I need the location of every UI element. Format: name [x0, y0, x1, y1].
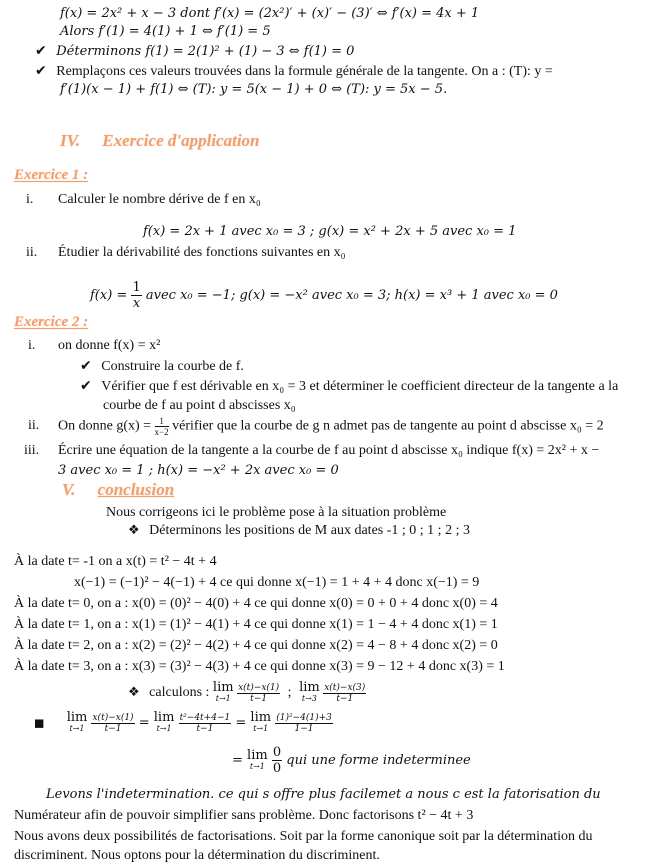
fraction-numerator: 1: [132, 280, 141, 295]
formula-part: f(x) =: [90, 288, 128, 303]
item-text: Construire la courbe de f.: [101, 359, 244, 374]
exercise-title: Exercice 2 :: [14, 314, 89, 330]
date-line: À la date t= 1, on a : x(1) = (1)² − 4(1) + 4 ce qui donne x(1) = 1 − 4 + 4 donc x(1) = 1: [14, 617, 498, 632]
limits-line: [128, 682, 366, 704]
item-text: Vérifier que f est dérivable en x₀ = 3 et déterminer le coefficient directeur de la tangente a la: [101, 379, 619, 394]
indeterminate-text: qui une forme indeterminee: [286, 753, 471, 768]
check-icon: ✔: [35, 63, 47, 79]
paragraph: Numérateur afin de pouvoir simplifier sans problème. Donc factorisons t² − 4t + 3: [14, 808, 474, 823]
fraction-denominator: t−1: [250, 693, 268, 704]
square-bullet-icon: ■: [34, 716, 45, 730]
item-text: Déterminons f(1) = 2(1)² + (1) − 3 ⇔ f(1) = 0: [56, 44, 355, 59]
limits-label: calculons :: [149, 685, 210, 701]
paragraph: discriminent. Nous optons pour la détermination du discriminent.: [14, 848, 380, 863]
exercise-instruction: Étudier la dérivabilité des fonctions suivantes en x₀: [58, 245, 346, 260]
section-heading: [62, 480, 174, 500]
fraction-denominator: t−1: [196, 723, 214, 734]
formula-part: avec x₀ = −1; g(x) = −x² avec x₀ = 3; h(x) = x³ + 1 avec x₀ = 0: [145, 288, 558, 303]
fraction: [323, 683, 366, 704]
limit-subscript: t→1: [215, 694, 231, 703]
section-title: conclusion: [97, 480, 175, 499]
fraction-numerator: 1: [155, 416, 169, 427]
limit-operator: [213, 682, 234, 704]
limit-subscript: t→1: [69, 724, 85, 733]
instruction-part: vérifier que la courbe de g n admet pas de tangente au point d abscisse x₀ = 2: [172, 418, 604, 434]
limit-word: lim: [250, 710, 272, 725]
limit-subscript: t→1: [249, 761, 265, 771]
bullet-item: [80, 356, 244, 377]
fraction: [91, 713, 134, 734]
exercise-instruction: [58, 416, 604, 437]
list-number: ii.: [26, 245, 38, 260]
fraction: [237, 683, 280, 704]
tangent-equation: f′(1)(x − 1) + f(1) ⇔ (T): y = 5(x − 1) + 0 ⇔ (T): y = 5x − 5.: [60, 82, 448, 97]
fraction-denominator: 1−1: [294, 723, 314, 734]
fraction-denominator: x: [132, 296, 141, 311]
list-number: i.: [28, 338, 36, 353]
equals: =: [235, 715, 247, 731]
exercise-formula: [90, 280, 558, 311]
fraction-numerator: x(t)−x(1): [92, 712, 134, 723]
item-text-continued: courbe de f au point d abscisses x₀: [103, 398, 296, 413]
date-line: À la date t= 3, on a : x(3) = (3)² − 4(3) + 4 ce qui donne x(3) = 9 − 12 + 4 donc x(3) = 1: [14, 659, 505, 674]
fraction-denominator: 0: [272, 761, 282, 776]
fraction-denominator: t−1: [336, 693, 354, 704]
fraction-denominator: x−2: [154, 427, 169, 437]
item-text: Déterminons les positions de M aux dates -1 ; 0 ; 1 ; 2 ; 3: [149, 523, 470, 538]
bullet-item: [35, 61, 553, 82]
diamond-bullet-icon: ❖: [128, 523, 140, 538]
section-title: Exercice d'application: [102, 131, 260, 150]
fraction-numerator: t²−4t+4−1: [179, 712, 231, 723]
limit-operator: [299, 682, 320, 704]
bullet-item: [80, 376, 618, 397]
fraction: [155, 416, 169, 437]
exercise-instruction: Écrire une équation de la tangente a la courbe de f au point d abscisse x₀ indique f(x) = 2x² + x −: [58, 443, 600, 458]
limit-operator: [67, 712, 88, 734]
date-line: À la date t= 2, on a : x(2) = (2)² − 4(2) + 4 ce qui donne x(2) = 4 − 8 + 4 donc x(2) = 0: [14, 638, 498, 653]
indeterminate-form: [232, 745, 471, 776]
exercise-formula: f(x) = 2x + 1 avec x₀ = 3 ; g(x) = x² + 2x + 5 avec x₀ = 1: [143, 224, 517, 239]
derivative-line: f(x) = 2x² + x − 3 dont f′(x) = (2x²)′ + (x)′ − (3)′ ⇔ f′(x) = 4x + 1: [60, 6, 480, 21]
section-number: IV.: [60, 131, 81, 150]
list-number: iii.: [24, 443, 40, 458]
fraction-numerator: (1)²−4(1)+3: [276, 712, 332, 723]
section-number: V.: [62, 480, 76, 499]
fraction-denominator: t−1: [104, 723, 122, 734]
paragraph: Nous avons deux possibilités de factorisations. Soit par la forme canonique soit par la détermination du: [14, 829, 593, 844]
paragraph: Nous corrigeons ici le problème pose à la situation problème: [106, 505, 447, 520]
limit-subscript: t→1: [253, 724, 269, 733]
diamond-bullet-icon: ❖: [128, 685, 140, 701]
instruction-part: On donne g(x) =: [58, 418, 152, 434]
paragraph: Levons l'indetermination. ce qui s offre plus facilemet a nous c est la fatorisation du: [46, 787, 601, 802]
date-line: x(−1) = (−1)² − 4(−1) + 4 ce qui donne x(−1) = 1 + 4 + 4 donc x(−1) = 9: [74, 575, 480, 590]
limit-word: lim: [212, 680, 234, 695]
exercise-instruction-continued: 3 avec x₀ = 1 ; h(x) = −x² + 2x avec x₀ = 0: [58, 463, 339, 478]
limit-word: lim: [299, 680, 320, 695]
fraction: [272, 745, 282, 776]
equals: =: [232, 753, 243, 768]
fraction-numerator: x(t)−x(1): [238, 682, 280, 693]
section-heading: [60, 131, 260, 151]
limit-chain: [34, 712, 333, 734]
fraction: [275, 713, 333, 734]
fraction-numerator: 0: [272, 745, 282, 760]
limit-operator: [247, 747, 268, 772]
check-icon: ✔: [80, 378, 92, 394]
exercise-instruction: Calculer le nombre dérive de f en x₀: [58, 192, 261, 207]
limit-word: lim: [153, 710, 175, 725]
list-number: i.: [26, 192, 34, 207]
list-number: ii.: [28, 418, 40, 433]
exercise-title: Exercice 1 :: [14, 167, 89, 183]
equals: =: [138, 715, 150, 731]
limit-word: lim: [66, 710, 88, 725]
limit-operator: [250, 712, 271, 734]
bullet-item: [35, 41, 354, 62]
limit-word: lim: [247, 747, 268, 763]
item-text: Remplaçons ces valeurs trouvées dans la formule générale de la tangente. On a : (T): y =: [56, 64, 553, 79]
date-line: À la date t= 0, on a : x(0) = (0)² − 4(0) + 4 ce qui donne x(0) = 0 + 0 + 4 donc x(0) = 4: [14, 596, 498, 611]
limit-subscript: t→1: [156, 724, 172, 733]
separator: ;: [287, 685, 292, 701]
limit-operator: [154, 712, 175, 734]
check-icon: ✔: [80, 358, 92, 374]
derivative-value-line: Alors f′(1) = 4(1) + 1 ⇔ f′(1) = 5: [60, 24, 271, 39]
bullet-item: [128, 521, 470, 541]
fraction-numerator: x(t)−x(3): [324, 682, 366, 693]
fraction: [179, 713, 232, 734]
fraction: [131, 280, 141, 311]
check-icon: ✔: [35, 43, 47, 59]
date-line: À la date t= -1 on a x(t) = t² − 4t + 4: [14, 554, 217, 569]
exercise-instruction: on donne f(x) = x²: [58, 338, 161, 353]
limit-subscript: t→3: [301, 694, 317, 703]
